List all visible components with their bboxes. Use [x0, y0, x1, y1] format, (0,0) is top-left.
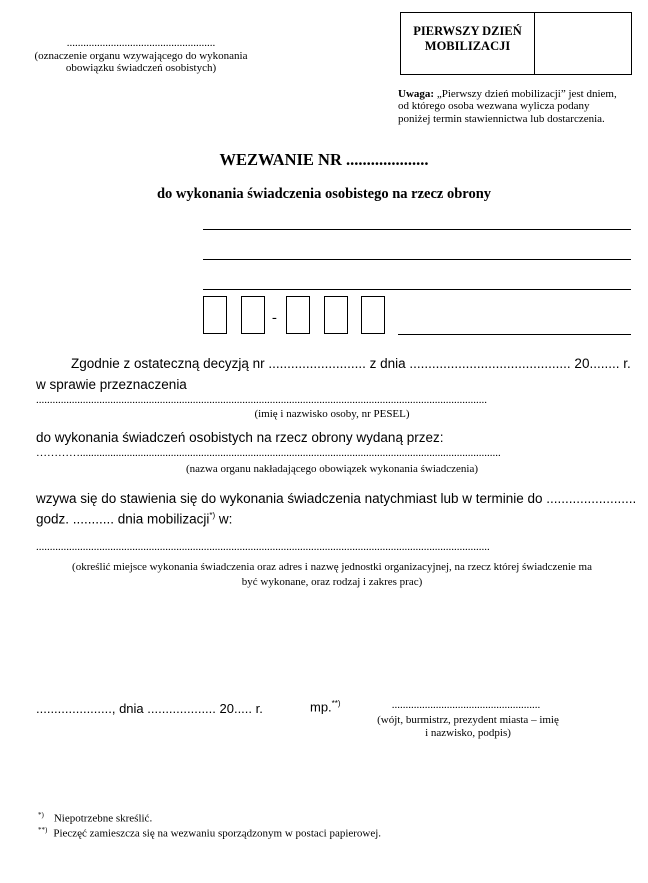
summons-line: wzywa się do stawienia się do wykonania świadczenia natychmiast lub w terminie do ........................: [36, 491, 637, 506]
city-line: [398, 334, 631, 335]
postal-code-box-2[interactable]: [241, 296, 265, 334]
address-line-1: [203, 229, 631, 230]
document-subtitle: do wykonania świadczenia osobistego na rzecz obrony: [156, 186, 492, 202]
place-caption-line-2: być wykonane, oraz rodzaj i zakres prac): [241, 576, 423, 588]
hour-line-footnote-mark: *): [209, 511, 216, 520]
issuer-dots: ......................................................: [66, 37, 216, 49]
note-text-1: „Pierwszy dzień mobilizacji” jest dniem,: [434, 88, 617, 100]
note-line-1: [398, 89, 617, 100]
issuer-caption-line-2: obowiązku świadczeń osobistych): [65, 62, 217, 74]
footnote-1-text: Niepotrzebne skreślić.: [53, 812, 153, 825]
place-date-line: ....................., dnia ................... 20..... r.: [36, 701, 263, 716]
issued-by-line: do wykonania świadczeń osobistych na rzecz obrony wydaną przez:: [36, 430, 444, 445]
hour-line: [36, 512, 232, 526]
person-caption: (imię i nazwisko osoby, nr PESEL): [254, 408, 410, 420]
matter-line: w sprawie przeznaczenia: [36, 377, 187, 392]
mobilization-box-line-1: PIERWSZY DZIEŃ: [413, 24, 522, 38]
footnote-1: [38, 812, 152, 825]
note-label: Uwaga:: [398, 88, 435, 100]
note-line-2: od którego osoba wezwana wylicza podany: [398, 100, 590, 112]
hour-line-prefix: godz. ........... dnia mobilizacji: [36, 511, 210, 527]
place-dots: .....................................................................................................................................................................: [36, 542, 490, 553]
decision-line: Zgodnie z ostateczną decyzją nr .......................... z dnia ........................................... 20........ r.: [71, 356, 631, 371]
postal-code-box-4[interactable]: [324, 296, 348, 334]
footnote-2: [38, 827, 381, 840]
signature-caption-line-1: (wójt, burmistrz, prezydent miasta – imię: [377, 714, 559, 726]
footnote-1-mark: *): [38, 811, 44, 819]
mobilization-day-box: [400, 12, 632, 75]
postal-code-box-5[interactable]: [361, 296, 385, 334]
stamp-label: [310, 700, 341, 713]
hour-line-suffix: w:: [215, 511, 233, 527]
footnote-2-mark: **): [38, 826, 48, 834]
signature-caption-line-2: i nazwisko, podpis): [425, 727, 511, 739]
mobilization-box-line-2: MOBILIZACJI: [424, 39, 511, 53]
issuer-caption-line-1: (oznaczenie organu wzywającego do wykonania: [34, 50, 248, 62]
footnote-2-text: Pieczęć zamieszcza się na wezwaniu sporządzonym w postaci papierowej.: [53, 827, 382, 840]
signature-dots: ......................................................: [391, 699, 541, 711]
stamp-footnote-mark: **): [331, 699, 341, 708]
person-dots: ....................................................................................................................................................................: [36, 395, 487, 406]
address-line-2: [203, 259, 631, 260]
address-line-3: [203, 289, 631, 290]
postal-code-box-3[interactable]: [286, 296, 310, 334]
stamp-label-text: mp.: [310, 699, 332, 715]
document-title: WEZWANIE NR ....................: [219, 150, 429, 169]
box-divider: [534, 13, 535, 74]
place-caption-line-1: (określić miejsce wykonania świadczenia oraz adres i nazwę jednostki organizacyjnej, na rzecz której świadczenie ma: [72, 561, 592, 573]
postal-code-box-1[interactable]: [203, 296, 227, 334]
postal-code-dash: -: [272, 310, 277, 326]
organ-caption: (nazwa organu nakładającego obowiązek wykonania świadczenia): [185, 463, 479, 475]
note-line-3: poniżej termin stawiennictwa lub dostarczenia.: [398, 113, 605, 125]
organ-dots: ………….........................................................................................................................................................: [36, 448, 501, 459]
